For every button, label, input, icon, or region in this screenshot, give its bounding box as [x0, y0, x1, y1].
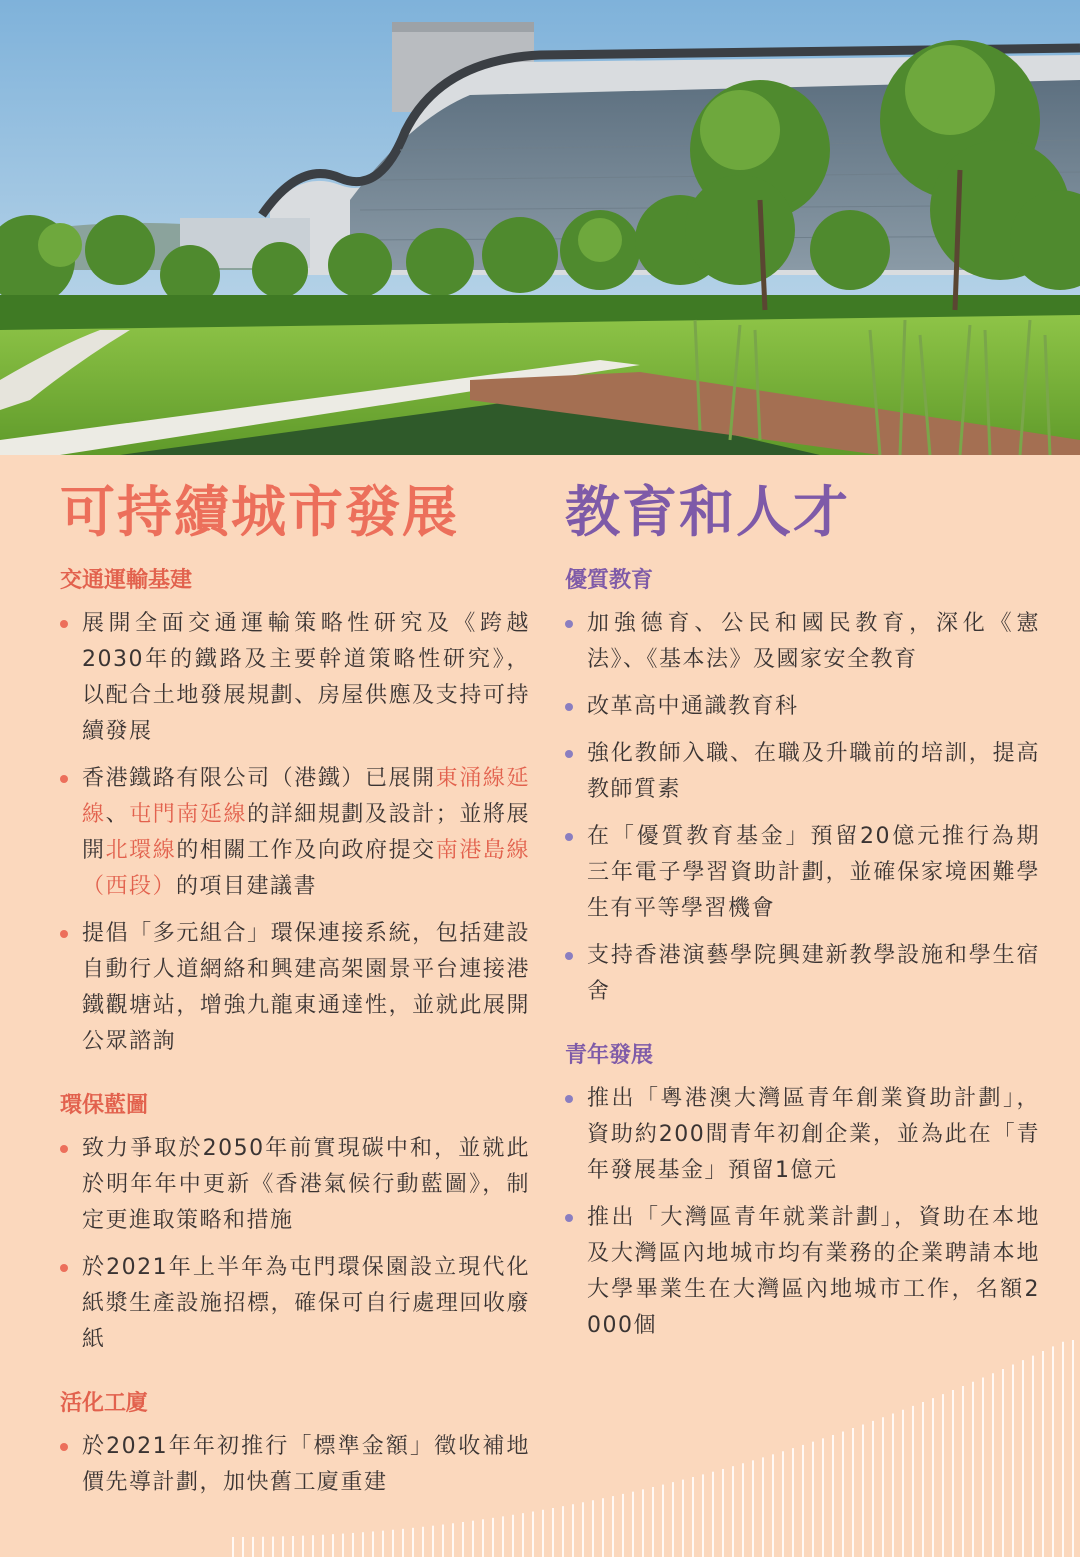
- list-item: 加強德育、公民和國民教育，深化《憲法》、《基本法》及國家安全教育: [565, 606, 1040, 678]
- bullet-icon: [60, 775, 68, 783]
- list-item: 香港鐵路有限公司（港鐵）已展開東涌線延線、屯門南延線的詳細規劃及設計；並將展開北環線的相關工作及向政府提交南港島線（西段）的項目建議書: [60, 761, 530, 905]
- bullet-icon: [565, 620, 573, 628]
- subheading-quality-education: 優質教育: [565, 568, 654, 593]
- list-item: 致力爭取於2050年前實現碳中和，並就此於明年年中更新《香港氣候行動藍圖》，制定更進取策略和措施: [60, 1131, 530, 1239]
- bullet-icon: [565, 833, 573, 841]
- list-item: 於2021年上半年為屯門環保園設立現代化紙漿生產設施招標，確保可自行處理回收廢紙: [60, 1250, 530, 1358]
- list-item: 提倡「多元組合」環保連接系統，包括建設自動行人道網絡和興建高架園景平台連接港鐵觀塘站，增強九龍東通達性，並就此展開公眾諮詢: [60, 916, 530, 1060]
- list-item: 改革高中通識教育科: [565, 689, 1040, 725]
- section-heading-education-talent: 教育和人才: [565, 480, 851, 544]
- environment-list: [60, 1131, 530, 1358]
- bullet-icon: [565, 1214, 573, 1222]
- bullet-icon: [565, 750, 573, 758]
- bullet-icon: [565, 703, 573, 711]
- section-heading-sustainable-development: 可持續城市發展: [60, 480, 460, 544]
- bullet-icon: [60, 1264, 68, 1272]
- bullet-icon: [60, 1443, 68, 1451]
- youth-list: [565, 1081, 1040, 1344]
- education-list: [565, 606, 1040, 1010]
- list-item: 在「優質教育基金」預留20億元推行為期三年電子學習資助計劃，並確保家境困難學生有平等學習機會: [565, 819, 1040, 927]
- bullet-icon: [60, 1145, 68, 1153]
- subheading-environment: 環保藍圖: [60, 1093, 149, 1118]
- list-item: 支持香港演藝學院興建新教學設施和學生宿舍: [565, 938, 1040, 1010]
- list-item: 強化教師入職、在職及升職前的培訓，提高教師質素: [565, 736, 1040, 808]
- subheading-youth-development: 青年發展: [565, 1043, 654, 1068]
- highlight-tung-chung-extension: 東涌線延線: [82, 766, 530, 827]
- list-item: 推出「大灣區青年就業計劃」，資助在本地及大灣區內地城市均有業務的企業聘請本地大學畢業生在大灣區內地城市工作，名額2 000個: [565, 1200, 1040, 1344]
- subheading-industrial-revitalisation: 活化工廈: [60, 1391, 149, 1416]
- highlight-south-island-line-west: 南港島線（西段）: [82, 838, 530, 899]
- hero-photo: [0, 0, 1080, 455]
- transport-list: [60, 606, 530, 1060]
- list-item: 推出「粵港澳大灣區青年創業資助計劃」，資助約200間青年初創企業，並為此在「青年發展基金」預留1億元: [565, 1081, 1040, 1189]
- bullet-icon: [565, 952, 573, 960]
- subheading-transport: 交通運輸基建: [60, 568, 193, 593]
- park-building-illustration: [0, 0, 1080, 455]
- bullet-icon: [60, 620, 68, 628]
- highlight-northern-link: 北環線: [105, 838, 177, 863]
- bullet-icon: [565, 1095, 573, 1103]
- list-item: 於2021年年初推行「標準金額」徵收補地價先導計劃，加快舊工廈重建: [60, 1429, 530, 1501]
- bullet-icon: [60, 930, 68, 938]
- highlight-tuen-mun-south-extension: 屯門南延線: [129, 802, 248, 827]
- list-item: 展開全面交通運輸策略性研究及《跨越2030年的鐵路及主要幹道策略性研究》，以配合土地發展規劃、房屋供應及支持可持續發展: [60, 606, 530, 750]
- right-column: [565, 472, 1040, 1355]
- decorative-stripes: [230, 1340, 1080, 1557]
